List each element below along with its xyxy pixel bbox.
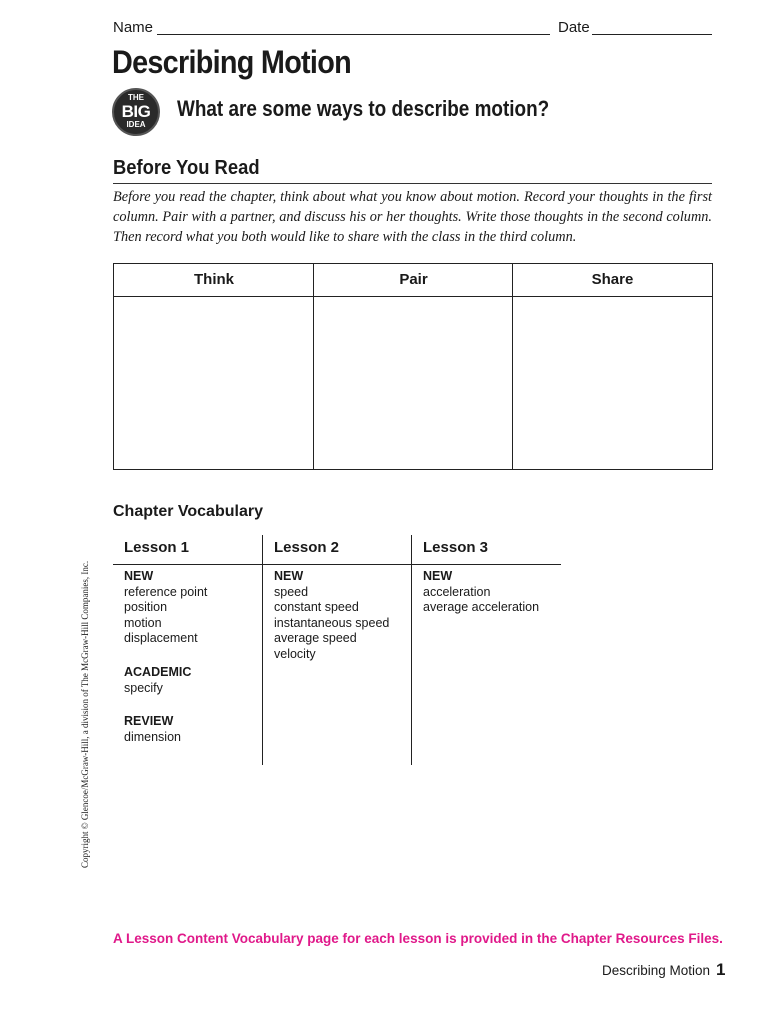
vocab-term: motion	[124, 615, 162, 630]
vocab-term: specify	[124, 680, 163, 695]
lesson-1-column	[113, 535, 263, 765]
name-blank[interactable]	[157, 34, 550, 35]
resource-footnote: A Lesson Content Vocabulary page for each lesson is provided in the Chapter Resources Files.	[113, 931, 723, 946]
vocab-term: average speed	[274, 631, 357, 646]
vocabulary-table	[113, 535, 561, 765]
think-header: Think	[114, 264, 314, 297]
group-label-academic: ACADEMIC	[124, 664, 192, 679]
group-label-new: NEW	[423, 569, 453, 583]
name-label: Name	[113, 19, 154, 36]
group-label-new: NEW	[124, 569, 154, 583]
think-pair-share-table	[113, 263, 713, 470]
vocab-group	[274, 569, 412, 663]
lesson-1-header: Lesson 1	[124, 539, 190, 556]
before-you-read-heading: Before You Read	[113, 157, 260, 179]
page-number: 1	[716, 960, 726, 979]
think-cell[interactable]	[114, 297, 314, 469]
big-idea-question: What are some ways to describe motion?	[177, 96, 550, 121]
big-idea-badge-top: THE	[128, 93, 144, 102]
vocab-group	[124, 714, 263, 745]
pair-header: Pair	[314, 264, 513, 297]
vocab-group	[124, 569, 263, 647]
instructions-text: Before you read the chapter, think about what you know about motion. Record your thoughts in the first column. Pair with a partner, and discuss his or her thoughts. Write those thoughts in the second column. Then record what you both would like to share with the class in the third column.	[113, 189, 712, 245]
vocab-term: velocity	[274, 646, 316, 661]
vocab-group	[423, 569, 561, 616]
share-header: Share	[513, 264, 712, 297]
big-idea-badge-mid: BIG	[121, 102, 151, 121]
chapter-vocabulary-heading: Chapter Vocabulary	[113, 503, 263, 520]
vocab-term: constant speed	[274, 600, 359, 615]
lesson-3-column	[411, 535, 561, 765]
copyright-notice: Copyright © Glencoe/McGraw-Hill, a division of The McGraw-Hill Companies, Inc.	[80, 560, 90, 868]
lesson-2-header: Lesson 2	[274, 539, 340, 556]
vocab-term: displacement	[124, 631, 198, 646]
vocab-term: speed	[274, 584, 309, 599]
big-idea-badge-bottom: IDEA	[126, 120, 146, 129]
share-cell[interactable]	[513, 297, 712, 469]
vocab-group	[124, 665, 263, 696]
vocab-term: acceleration	[423, 584, 491, 599]
vocab-term: dimension	[124, 729, 181, 744]
big-idea-icon	[112, 88, 160, 136]
vocab-term: position	[124, 600, 168, 615]
share-column	[512, 264, 712, 469]
lesson-2-column	[262, 535, 412, 765]
footer-chapter-title: Describing Motion	[602, 963, 711, 978]
vocab-term: average acceleration	[423, 600, 540, 615]
group-label-review: REVIEW	[124, 714, 174, 729]
think-column	[114, 264, 314, 469]
date-blank[interactable]	[592, 34, 712, 35]
section-divider	[113, 183, 712, 184]
lesson-3-header: Lesson 3	[423, 539, 489, 556]
vocab-term: instantaneous speed	[274, 615, 390, 630]
pair-cell[interactable]	[314, 297, 513, 469]
page-title: Describing Motion	[112, 44, 351, 80]
date-label: Date	[558, 19, 590, 36]
group-label-new: NEW	[274, 569, 304, 583]
pair-column	[313, 264, 513, 469]
vocab-term: reference point	[124, 584, 208, 599]
